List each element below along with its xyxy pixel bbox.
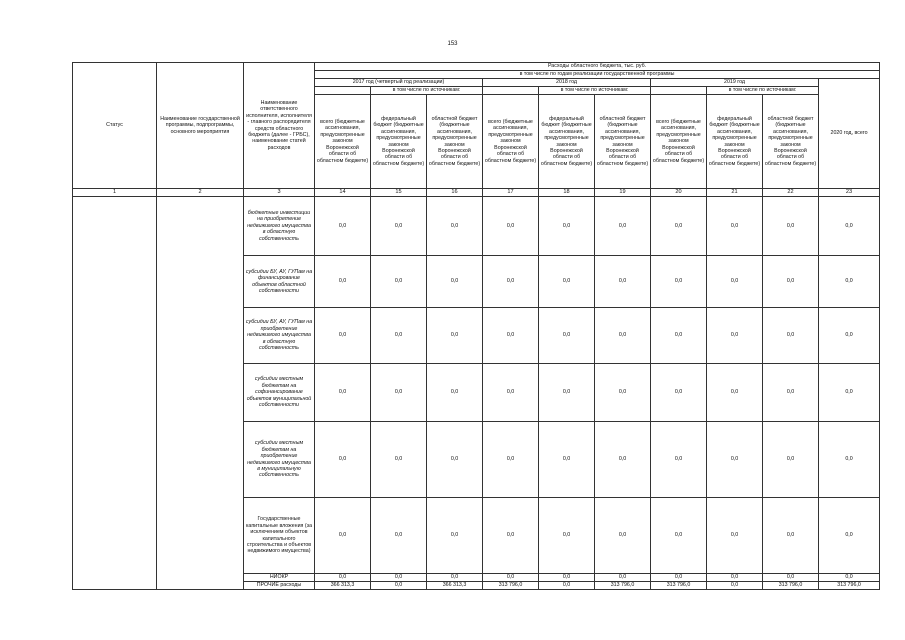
header-2018-total: всего (бюджетные ассигнования, предусмотренные законом Воронежской области об областном бюджете): [483, 95, 539, 189]
value-cell: 0,0: [315, 574, 371, 582]
value-cell: 0,0: [427, 574, 483, 582]
value-cell: 0,0: [315, 422, 371, 498]
column-number: 3: [244, 189, 315, 197]
value-cell: 0,0: [371, 498, 427, 574]
value-cell: 0,0: [763, 256, 819, 308]
value-cell: 0,0: [315, 308, 371, 364]
value-cell: 0,0: [371, 422, 427, 498]
value-cell: 0,0: [483, 364, 539, 422]
row-label: бюджетные инвестиции на приобретение недвижимого имущества в областную собственность: [244, 197, 315, 256]
value-cell: 0,0: [651, 364, 707, 422]
header-2017-federal: федеральный бюджет (бюджетные ассигнования, предусмотренные законом Воронежской области об областном бюджете): [371, 95, 427, 189]
value-cell: 0,0: [539, 422, 595, 498]
row-label: субсидии местным бюджетам на приобретение недвижимого имущества в муниципальную собственность: [244, 422, 315, 498]
value-cell: 0,0: [819, 498, 880, 574]
column-number: 23: [819, 189, 880, 197]
value-cell: 0,0: [595, 364, 651, 422]
value-cell: 0,0: [427, 498, 483, 574]
value-cell: 0,0: [371, 197, 427, 256]
value-cell: 0,0: [427, 364, 483, 422]
value-cell: 0,0: [819, 364, 880, 422]
header-year-2018: 2018 год: [483, 79, 651, 87]
value-cell: 0,0: [763, 498, 819, 574]
value-cell: 0,0: [707, 197, 763, 256]
header-2019-regional: областной бюджет (бюджетные ассигнования, предусмотренные законом Воронежской области об областном бюджете): [763, 95, 819, 189]
value-cell: 313 796,0: [595, 582, 651, 590]
header-2019-total: всего (бюджетные ассигнования, предусмотренные законом Воронежской области об областном бюджете): [651, 95, 707, 189]
value-cell: 0,0: [707, 364, 763, 422]
value-cell: 0,0: [371, 582, 427, 590]
value-cell: 0,0: [651, 574, 707, 582]
header-2017-spacer: [315, 87, 371, 95]
value-cell: 313 796,0: [819, 582, 880, 590]
column-number: 19: [595, 189, 651, 197]
value-cell: 0,0: [707, 422, 763, 498]
value-cell: 0,0: [539, 582, 595, 590]
header-2018-regional: областной бюджет (бюджетные ассигнования, предусмотренные законом Воронежской области об областном бюджете): [595, 95, 651, 189]
column-number: 2: [157, 189, 244, 197]
column-number: 22: [763, 189, 819, 197]
row-label: ПРОЧИЕ расходы: [244, 582, 315, 590]
value-cell: 0,0: [483, 308, 539, 364]
value-cell: 0,0: [819, 422, 880, 498]
column-number: 18: [539, 189, 595, 197]
value-cell: 0,0: [819, 308, 880, 364]
value-cell: 0,0: [483, 422, 539, 498]
value-cell: 0,0: [539, 364, 595, 422]
header-program-name: Наименование государственной программы, подпрограммы, основного мероприятия: [157, 63, 244, 189]
value-cell: 0,0: [707, 574, 763, 582]
value-cell: 0,0: [371, 574, 427, 582]
value-cell: 0,0: [539, 256, 595, 308]
value-cell: 0,0: [483, 574, 539, 582]
value-cell: 0,0: [763, 364, 819, 422]
value-cell: 0,0: [427, 422, 483, 498]
value-cell: 0,0: [595, 308, 651, 364]
header-including-program: в том числе по годам реализации государственной программы: [315, 71, 880, 79]
status-cell: [73, 197, 157, 590]
value-cell: 0,0: [707, 308, 763, 364]
value-cell: 0,0: [819, 197, 880, 256]
value-cell: 0,0: [819, 256, 880, 308]
value-cell: 0,0: [483, 197, 539, 256]
row-label: субсидии БУ, АУ, ГУПам на финансирование объектов областной собственности: [244, 256, 315, 308]
value-cell: 0,0: [315, 256, 371, 308]
value-cell: 0,0: [595, 574, 651, 582]
row-label: субсидии БУ, АУ, ГУПам на приобретение недвижимого имущества в областную собственность: [244, 308, 315, 364]
value-cell: 0,0: [595, 197, 651, 256]
column-number: 20: [651, 189, 707, 197]
value-cell: 0,0: [651, 308, 707, 364]
header-status: Статус: [73, 63, 157, 189]
value-cell: 0,0: [763, 197, 819, 256]
value-cell: 313 796,0: [651, 582, 707, 590]
header-2019-by-sources: в том числе по источникам:: [707, 87, 819, 95]
value-cell: 0,0: [427, 308, 483, 364]
value-cell: 0,0: [595, 498, 651, 574]
header-2017-regional: областной бюджет (бюджетные ассигнования, предусмотренные законом Воронежской области об областном бюджете): [427, 95, 483, 189]
header-2018-by-sources: в том числе по источникам:: [539, 87, 651, 95]
header-year-2017: 2017 год (четвертый год реализации): [315, 79, 483, 87]
column-number: 21: [707, 189, 763, 197]
value-cell: 0,0: [483, 498, 539, 574]
value-cell: 313 796,0: [763, 582, 819, 590]
value-cell: 0,0: [651, 256, 707, 308]
header-2017-total: всего (бюджетные ассигнования, предусмотренные законом Воронежской области об областном бюджете): [315, 95, 371, 189]
header-2019-spacer: [651, 87, 707, 95]
value-cell: 0,0: [651, 197, 707, 256]
row-label: субсидии местным бюджетам на софинансирование объектов муниципальной собственности: [244, 364, 315, 422]
value-cell: 0,0: [651, 498, 707, 574]
value-cell: 0,0: [539, 308, 595, 364]
header-year-2020: 2020 год, всего: [819, 79, 880, 189]
value-cell: 0,0: [595, 422, 651, 498]
value-cell: 0,0: [763, 308, 819, 364]
column-number: 15: [371, 189, 427, 197]
value-cell: 366 313,3: [427, 582, 483, 590]
value-cell: 0,0: [595, 256, 651, 308]
value-cell: 0,0: [763, 574, 819, 582]
value-cell: 0,0: [315, 498, 371, 574]
header-2018-spacer: [483, 87, 539, 95]
row-label: НИОКР: [244, 574, 315, 582]
column-number: 14: [315, 189, 371, 197]
value-cell: 0,0: [707, 498, 763, 574]
row-label: Государственные капитальные вложения (за исключением объектов капитального строительства и объектов недвижимого имущества): [244, 498, 315, 574]
page-number: 153: [447, 41, 458, 47]
value-cell: 0,0: [371, 308, 427, 364]
value-cell: 0,0: [651, 422, 707, 498]
value-cell: 0,0: [539, 574, 595, 582]
value-cell: 0,0: [427, 197, 483, 256]
value-cell: 0,0: [371, 256, 427, 308]
value-cell: 366 313,3: [315, 582, 371, 590]
value-cell: 0,0: [315, 197, 371, 256]
expenses-table: [72, 62, 880, 590]
header-year-2019: 2019 год: [651, 79, 819, 87]
value-cell: 0,0: [483, 256, 539, 308]
column-number: 1: [73, 189, 157, 197]
value-cell: 0,0: [763, 422, 819, 498]
header-2017-by-sources: в том числе по источникам:: [371, 87, 483, 95]
column-number: 16: [427, 189, 483, 197]
value-cell: 0,0: [315, 364, 371, 422]
value-cell: 0,0: [539, 498, 595, 574]
header-2019-federal: федеральный бюджет (бюджетные ассигнования, предусмотренные законом Воронежской области об областном бюджете): [707, 95, 763, 189]
value-cell: 0,0: [427, 256, 483, 308]
value-cell: 0,0: [371, 364, 427, 422]
header-expenses-title: Расходы областного бюджета, тыс. руб.: [315, 63, 880, 71]
value-cell: 0,0: [819, 574, 880, 582]
value-cell: 0,0: [539, 197, 595, 256]
value-cell: 313 796,0: [483, 582, 539, 590]
value-cell: 0,0: [707, 582, 763, 590]
header-executor-name: Наименование ответственного исполнителя, исполнителя - главного распорядителя средств областного бюджета (далее - ГРБС), наименование статей расходов: [244, 63, 315, 189]
header-2018-federal: федеральный бюджет (бюджетные ассигнования, предусмотренные законом Воронежской области об областном бюджете): [539, 95, 595, 189]
value-cell: 0,0: [707, 256, 763, 308]
program-name-cell: [157, 197, 244, 590]
column-number: 17: [483, 189, 539, 197]
